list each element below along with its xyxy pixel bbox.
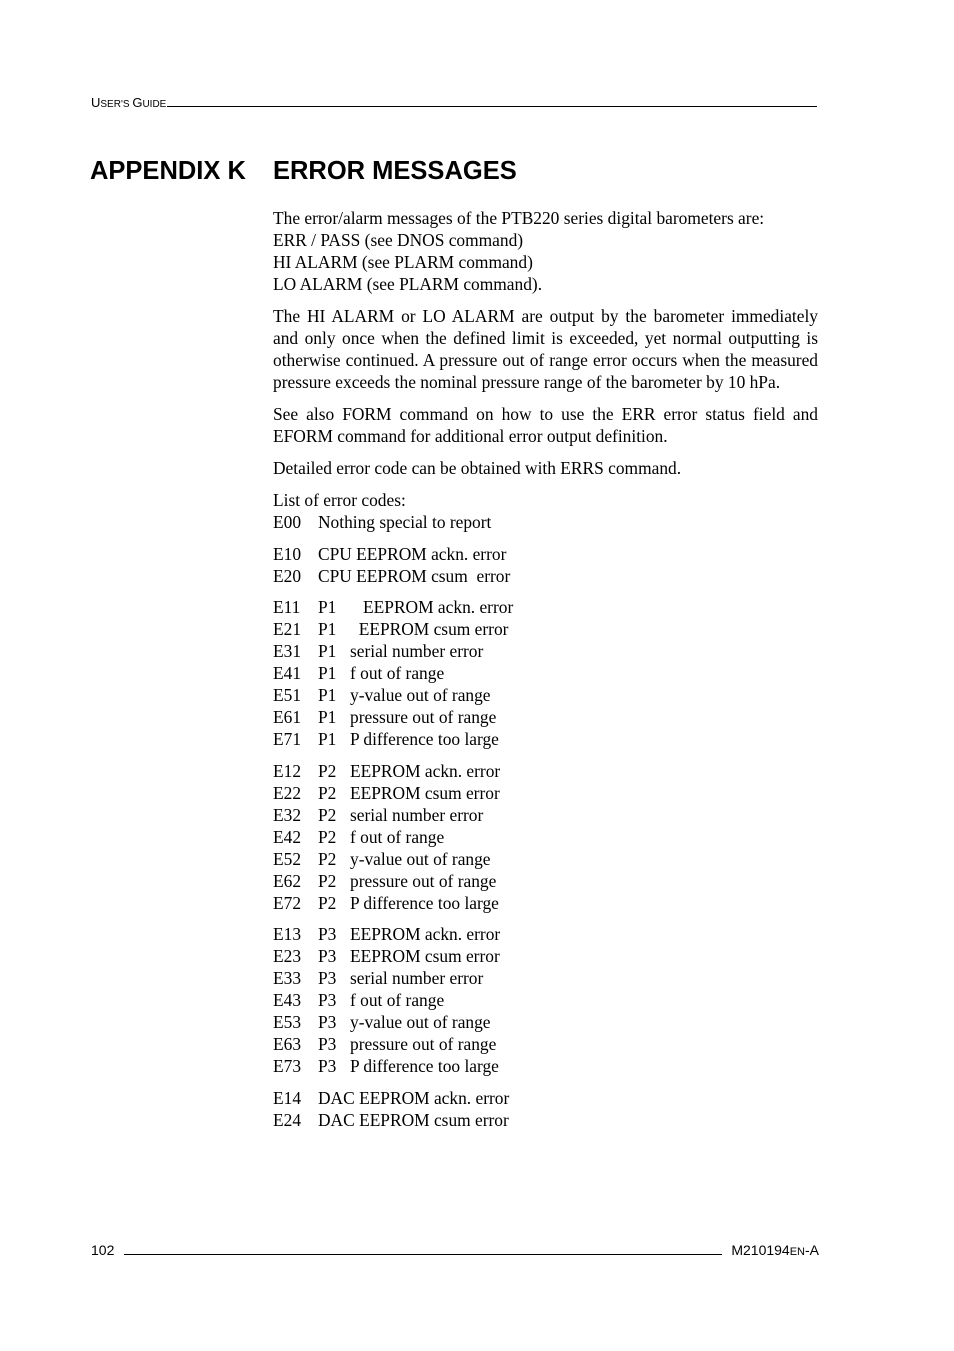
error-sensor: P3 (318, 1056, 337, 1076)
document-code-suffix: -A (805, 1242, 819, 1258)
running-header (91, 90, 817, 110)
error-code: E21 (273, 619, 302, 639)
error-group (273, 760, 818, 914)
header-guide-title (91, 95, 166, 110)
error-description: DAC EEPROM csum error (318, 1109, 509, 1130)
paragraph-alarm-output: The HI ALARM or LO ALARM are output by the barometer immediately and only once when the defined limit is exceeded, yet normal outputting is otherwise continued. A pressure out of range error occurs when the measured pressure exceeds the nominal pressure range of the barometer by 10 hPa. (273, 306, 818, 392)
intro-line: The error/alarm messages of the PTB220 series digital barometers are: (273, 208, 765, 228)
error-code: E32 (273, 804, 302, 825)
error-row (273, 826, 818, 848)
error-code: E63 (273, 1034, 302, 1054)
error-description: Nothing special to report (318, 512, 492, 532)
error-code: E14 (273, 1087, 302, 1108)
error-description: EEPROM ackn. error (350, 924, 501, 944)
intro-line: HI ALARM (see PLARM command) (273, 252, 533, 272)
document-code (731, 1242, 819, 1258)
error-description: EEPROM csum error (350, 619, 509, 639)
error-sensor: P2 (318, 848, 337, 869)
error-code: E61 (273, 707, 302, 727)
error-sensor: P2 (318, 826, 337, 847)
error-sensor: P3 (318, 990, 337, 1010)
error-code: E20 (273, 565, 302, 586)
error-row (273, 543, 818, 565)
error-row (273, 1109, 818, 1131)
error-row (273, 1087, 818, 1109)
error-description: pressure out of range (350, 707, 497, 727)
error-row (273, 1055, 818, 1077)
error-row (273, 640, 818, 662)
list-heading: List of error codes: (273, 490, 406, 510)
error-sensor: P1 (318, 597, 337, 617)
error-description: y-value out of range (350, 848, 491, 869)
error-sensor: P1 (318, 707, 337, 727)
error-sensor: P2 (318, 870, 337, 891)
error-description: y-value out of range (350, 1012, 491, 1032)
error-row (273, 706, 818, 728)
error-description: EEPROM csum error (350, 946, 500, 966)
error-description: serial number error (350, 804, 484, 825)
error-description: pressure out of range (350, 1034, 497, 1054)
error-code: E11 (273, 597, 301, 617)
error-code: E00 (273, 512, 302, 532)
header-rule (167, 106, 817, 107)
error-row (273, 684, 818, 706)
paragraph-form-command: See also FORM command on how to use the ERR error status field and EFORM command for additional error output definition. (273, 404, 818, 446)
error-group (273, 1087, 818, 1131)
footer-rule (124, 1254, 722, 1255)
header-guide-uide: UIDE (142, 99, 167, 110)
intro-block (273, 207, 818, 295)
error-code: E42 (273, 826, 302, 847)
error-sensor: P2 (318, 892, 337, 913)
error-description: P difference too large (350, 892, 499, 913)
error-row (273, 804, 818, 826)
error-code: E72 (273, 892, 302, 913)
error-code: E31 (273, 641, 302, 661)
appendix-label: APPENDIX K (90, 157, 246, 185)
error-code: E10 (273, 543, 302, 564)
error-description: P difference too large (350, 1056, 499, 1076)
error-group (273, 596, 818, 750)
error-row (273, 989, 818, 1011)
error-code: E52 (273, 848, 302, 869)
error-row (273, 1033, 818, 1055)
error-description: EEPROM ackn. error (350, 597, 514, 617)
error-code: E41 (273, 663, 302, 683)
header-guide-sers: SER'S (100, 99, 133, 110)
error-row (273, 596, 818, 618)
error-description: DAC EEPROM ackn. error (318, 1087, 510, 1108)
error-sensor: P1 (318, 641, 337, 661)
error-row (273, 945, 818, 967)
intro-line: ERR / PASS (see DNOS command) (273, 230, 524, 250)
intro-line: LO ALARM (see PLARM command). (273, 274, 543, 294)
error-group (273, 543, 818, 587)
error-row (273, 1011, 818, 1033)
error-row (273, 923, 818, 945)
error-code: E62 (273, 870, 302, 891)
error-sensor: P1 (318, 663, 337, 683)
error-code: E13 (273, 924, 302, 944)
error-description: y-value out of range (350, 685, 491, 705)
error-description: CPU EEPROM csum error (318, 565, 511, 586)
error-group (273, 511, 818, 533)
error-sensor: P3 (318, 968, 337, 988)
error-row (273, 782, 818, 804)
error-sensor: P1 (318, 685, 337, 705)
error-code: E43 (273, 990, 302, 1010)
error-description: EEPROM csum error (350, 782, 500, 803)
error-code: E22 (273, 782, 302, 803)
main-content (273, 207, 818, 1140)
error-code: E53 (273, 1012, 302, 1032)
error-row (273, 511, 818, 533)
error-row (273, 728, 818, 750)
appendix-name: ERROR MESSAGES (273, 157, 517, 185)
error-sensor: P2 (318, 804, 337, 825)
error-row (273, 662, 818, 684)
document-code-main: M210194 (731, 1242, 790, 1258)
error-sensor: P3 (318, 946, 337, 966)
error-group (273, 923, 818, 1077)
error-row (273, 892, 818, 914)
error-code-list (273, 511, 818, 1131)
error-sensor: P1 (318, 729, 337, 749)
paragraph-errs-command: Detailed error code can be obtained with ERRS command. (273, 458, 682, 478)
error-sensor: P3 (318, 1012, 337, 1032)
error-sensor: P2 (318, 760, 337, 781)
error-description: pressure out of range (350, 870, 497, 891)
error-description: f out of range (350, 663, 445, 683)
error-description: serial number error (350, 641, 484, 661)
error-description: f out of range (350, 826, 445, 847)
error-sensor: P2 (318, 782, 337, 803)
header-guide-initial-u: U (91, 95, 101, 110)
error-row (273, 565, 818, 587)
page-footer (91, 1238, 819, 1258)
error-description: EEPROM ackn. error (350, 760, 501, 781)
page-number: 102 (91, 1242, 115, 1258)
header-guide-initial-g: G (132, 95, 143, 110)
error-code: E23 (273, 946, 302, 966)
error-code: E73 (273, 1056, 302, 1076)
error-sensor: P1 (318, 619, 337, 639)
error-code: E33 (273, 968, 302, 988)
document-code-language: EN (789, 1246, 805, 1258)
error-code: E24 (273, 1109, 302, 1130)
error-code: E51 (273, 685, 302, 705)
error-code: E12 (273, 760, 302, 781)
error-sensor: P3 (318, 1034, 337, 1054)
error-row (273, 967, 818, 989)
error-code: E71 (273, 729, 302, 749)
error-row (273, 618, 818, 640)
error-description: P difference too large (350, 729, 499, 749)
error-row (273, 870, 818, 892)
error-description: f out of range (350, 990, 445, 1010)
error-description: serial number error (350, 968, 484, 988)
error-sensor: P3 (318, 924, 337, 944)
error-description: CPU EEPROM ackn. error (318, 543, 507, 564)
error-row (273, 760, 818, 782)
error-row (273, 848, 818, 870)
